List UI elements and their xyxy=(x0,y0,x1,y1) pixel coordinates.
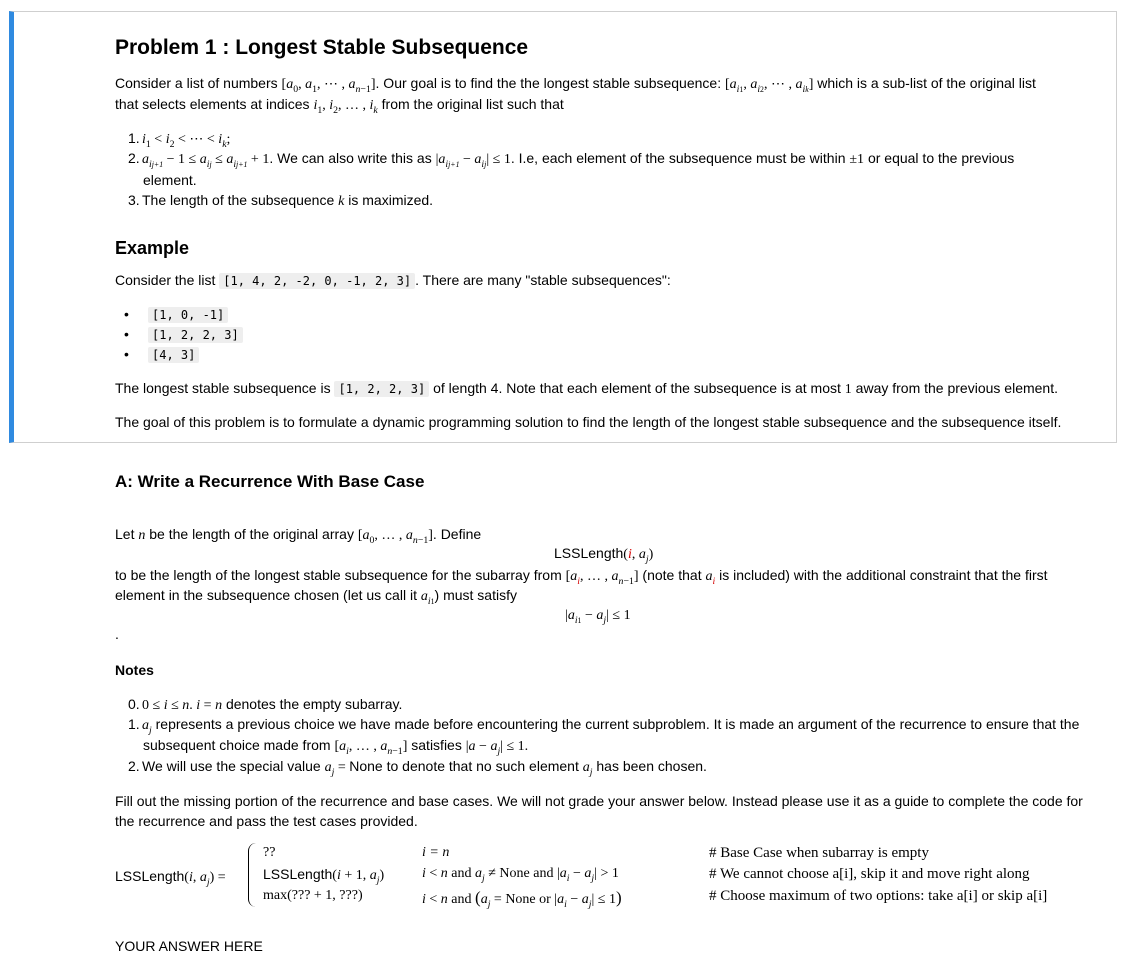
case-3-comment: # Choose maximum of two options: take a[i] or skip a[i] xyxy=(709,888,1048,904)
case-2-value: LSSLength(i + 1, $a_j$) xyxy=(263,866,385,886)
condition-1: 1. $i_1 < i_2$ < ⋯ < $i_k$; xyxy=(128,130,231,150)
problem-goal: The goal of this problem is to formulate a dynamic programming solution to find the length of the longest stable subsequence and the subsequence itself. xyxy=(115,414,1062,430)
example-bullet-2: • [1, 2, 2, 3] xyxy=(124,326,243,342)
example-heading: Example xyxy=(115,238,190,258)
case-1-value: ?? xyxy=(263,845,276,860)
example-bullet-1: • [1, 0, -1] xyxy=(124,306,228,322)
note-1: 1. $a_j$ represents a previous choice we have made before encountering the current subproblem. It is made an argument of the recurrence to ensure that the xyxy=(128,716,1080,736)
case-2-condition: i < n and $a_j$ ≠ None and $|a_i - a_j| > 1$ xyxy=(422,866,619,884)
recurrence-lhs: LSSLength(i, $a_j$) = xyxy=(115,868,226,888)
case-1-condition: i = n xyxy=(422,845,450,860)
example-list-code: [1, 4, 2, -2, 0, -1, 2, 3] xyxy=(219,273,415,289)
fill-instructions-2: the recurrence and pass the test cases provided. xyxy=(115,813,418,829)
definition-formula: LSSLength(i, $a_j$) xyxy=(554,545,654,565)
part-a-let: Let n be the length of the original array [$a_0$, … , $a_{n-1}$]. Define xyxy=(115,526,482,546)
part-a-element: element in the subsequence chosen (let us call it $a_{i1}$) must satisfy xyxy=(115,587,517,607)
example-bullet-3: • [4, 3] xyxy=(124,346,199,362)
case-3-condition: i < n and ($a_j$ = None or $|a_i - a_j| \le 1$) xyxy=(422,888,622,910)
condition-2-cont: element. xyxy=(143,172,197,188)
case-1-comment: # Base Case when subarray is empty xyxy=(709,845,929,861)
intro-line-1: Consider a list of numbers [$a_0$, $a_1$, ⋯ , $a_{n-1}$]. Our goal is to find the the longest stable subsequence: [$a_{i1}$, $a_{i2}$, ⋯ , $a_{ik}$] which is a sub-list of the original list xyxy=(115,75,1036,95)
constraint-period: . xyxy=(115,626,119,642)
note-0: 0. 0 ≤ i ≤ n. i = n denotes the empty subarray. xyxy=(128,696,403,713)
note-1-cont: subsequent choice made from [$a_i$, … , $a_{n-1}$] satisfies $|a - a_j| \le 1$. xyxy=(143,737,529,757)
part-a-to-be: to be the length of the longest stable subsequence for the subarray from [$a_i$, … , $a_{n-1}$] (note that $a_i$ is included) with the additional constraint that the first xyxy=(115,567,1048,587)
case-2-comment: # We cannot choose a[i], skip it and move right along xyxy=(709,866,1030,882)
case-3-value: max(??? + 1, ???) xyxy=(263,888,363,903)
answer-placeholder[interactable]: YOUR ANSWER HERE xyxy=(115,938,263,954)
condition-3: 3. The length of the subsequence k is maximized. xyxy=(128,192,434,209)
cases-brace xyxy=(248,843,257,907)
part-a-heading: A: Write a Recurrence With Base Case xyxy=(115,472,425,491)
constraint-formula: $|a_{i1} - a_j| \le 1$ xyxy=(565,608,631,626)
notes-heading: Notes xyxy=(115,662,154,678)
condition-2: 2. $a_{ij+1} - 1 \le a_{ij} \le a_{ij+1} + 1$. We can also write this as $|a_{ij+1} - a_{ij}| \le 1$. I.e, each element of the subsequence must be within ±1 or equal to the previous xyxy=(128,150,1015,170)
example-longest: The longest stable subsequence is [1, 2, 2, 3] of length 4. Note that each element of the subsequence is at most 1 away from the previous element. xyxy=(115,380,1058,397)
fill-instructions-1: Fill out the missing portion of the recurrence and base cases. We will not grade your answer below. Instead please use it as a guide to complete the code for xyxy=(115,793,1083,809)
note-2: 2. We will use the special value $a_j$ = None to denote that no such element $a_j$ has been chosen. xyxy=(128,758,707,778)
intro-line-2: that selects elements at indices $i_1$, $i_2$, … , $i_k$ from the original list such that xyxy=(115,96,564,116)
example-intro: Consider the list [1, 4, 2, -2, 0, -1, 2, 3] . There are many "stable subsequences": xyxy=(115,272,671,288)
problem-title: Problem 1 : Longest Stable Subsequence xyxy=(115,36,529,59)
